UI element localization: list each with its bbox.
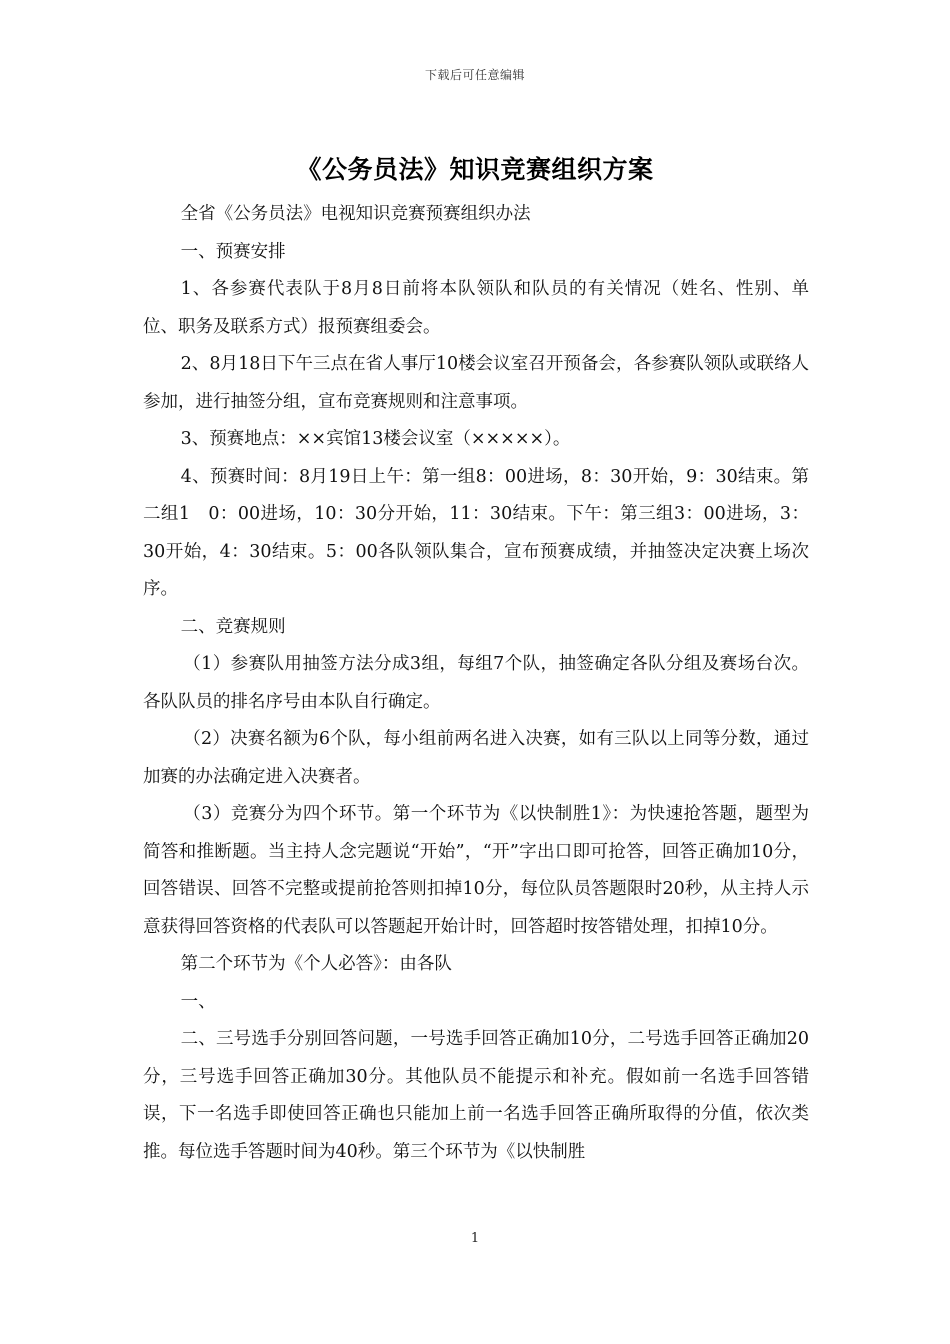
paragraph-subtitle: 全省《公务员法》电视知识竞赛预赛组织办法: [180, 204, 531, 224]
paragraph-item-1: 1、各参赛代表队于8月8日前将本队领队和队员的有关情况（姓名、性别、单位、职务及联系方式）报预赛组委会。: [143, 279, 809, 337]
paragraph-second-round: 第二个环节为《个人必答》：由各队: [180, 954, 452, 974]
document-body: [143, 196, 809, 1171]
page-number: 1: [470, 1231, 480, 1246]
paragraph-rule-2: （2）决赛名额为6个队，每小组前两名进入决赛，如有三队以上同等分数，通过加赛的办法确定进入决赛者。: [143, 729, 809, 787]
paragraph-item-3: 3、预赛地点：××宾馆13楼会议室（×××××）。: [180, 429, 571, 449]
paragraph-fragment: 一、: [180, 991, 216, 1012]
section-heading-rules: 二、竞赛规则: [180, 616, 286, 637]
paragraph-rule-3: （3）竞赛分为四个环节。第一个环节为《以快制胜1》：为快速抢答题，题型为简答和推断题。当主持人念完题说“开始”，“开”字出口即可抢答，回答正确加10分，回答错误、回答不完整或提前抢答则扣掉10分，每位队员答题限时20秒，从主持人示意获得回答资格的代表队可以答题起开始计时，回答超时按答错处理，扣掉10分。: [143, 804, 809, 937]
header-note: 下载后可任意编辑: [424, 68, 525, 82]
paragraph-item-4: 4、预赛时间：8月19日上午：第一组8：00进场，8：30开始，9：30结束。第二组1 0：00进场，10：30分开始，11：30结束。下午：第三组3：00进场，3：30开始，4：30结束。5：00各队领队集合，宣布预赛成绩，并抽签决定决赛上场次序。: [143, 466, 809, 599]
paragraph-second-round-detail: 二、三号选手分别回答问题，一号选手回答正确加10分，二号选手回答正确加20分，三号选手回答正确加30分。其他队员不能提示和补充。假如前一名选手回答错误，下一名选手即使回答正确也只能加上前一名选手回答正确所取得的分值，依次类推。每位选手答题时间为40秒。第三个环节为《以快制胜: [143, 1029, 809, 1162]
paragraph-rule-1: （1）参赛队用抽签方法分成3组，每组7个队，抽签确定各队分组及赛场台次。各队队员的排名序号由本队自行确定。: [143, 654, 809, 712]
section-heading-arrangement: 一、预赛安排: [180, 241, 286, 262]
document-title: 《公务员法》知识竞赛组织方案: [296, 155, 654, 184]
paragraph-item-2: 2、8月18日下午三点在省人事厅10楼会议室召开预备会，各参赛队领队或联络人参加，进行抽签分组，宣布竞赛规则和注意事项。: [143, 354, 809, 412]
